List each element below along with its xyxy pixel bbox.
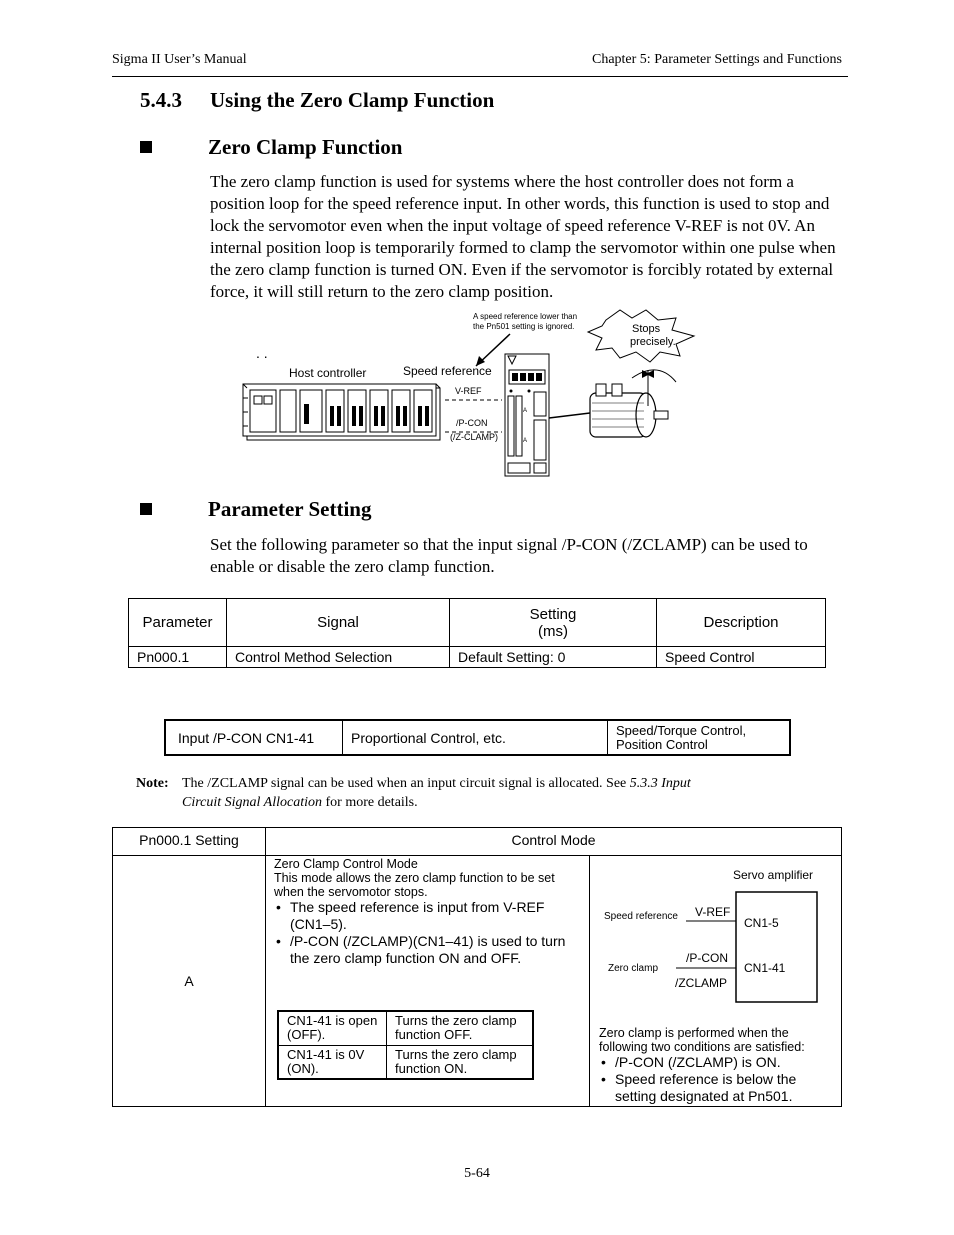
parameter-setting-body: Set the following parameter so that the input signal /P-CON (/ZCLAMP) can be used to enable or disable the zero clamp function. xyxy=(210,535,808,576)
mode-bullet-list xyxy=(274,899,582,967)
wiring-pcon-label: /P-CON xyxy=(686,951,728,965)
conditions-intro: Zero clamp is performed when the following two conditions are satisfied: xyxy=(599,1026,805,1054)
zero-clamp-heading xyxy=(140,135,402,160)
list-item: • Speed reference is below the setting designated at Pn501. xyxy=(599,1071,839,1105)
vref-label: V-REF xyxy=(455,386,482,396)
note-reference-part2[interactable]: Circuit Signal Allocation xyxy=(182,795,322,810)
wiring-diagram-svg xyxy=(593,858,839,1008)
servo-amplifier-label: Servo amplifier xyxy=(733,868,814,882)
input-signal-cell: Input /P-CON CN1-41 xyxy=(165,720,343,755)
cn1-41-state-table xyxy=(277,1010,534,1080)
cn1-5-label: CN1-5 xyxy=(744,916,779,930)
header-manual-title: Sigma II User’s Manual xyxy=(112,52,247,67)
stops-label-line2: precisely. xyxy=(630,336,676,348)
list-item: • /P-CON (/ZCLAMP)(CN1–41) is used to turn the zero clamp function ON and OFF. xyxy=(274,933,582,967)
list-item: • /P-CON (/ZCLAMP) is ON. xyxy=(599,1054,839,1071)
control-mode-col-rule-1 xyxy=(265,828,266,1106)
diagram-note-line2: the Pn501 setting is ignored. xyxy=(473,322,575,331)
header-signal: Signal xyxy=(227,599,450,647)
list-item: • The speed reference is input from V-REF (CN1–5). xyxy=(274,899,582,933)
state-open-result-cell: Turns the zero clamp function OFF. xyxy=(387,1011,534,1045)
input-function-cell: Proportional Control, etc. xyxy=(343,720,608,755)
state-open-cell: CN1-41 is open (OFF). xyxy=(278,1011,387,1045)
cell-signal: Control Method Selection xyxy=(227,647,450,668)
parameter-setting-heading xyxy=(140,497,371,522)
conditions-list xyxy=(599,1054,839,1105)
square-bullet-icon xyxy=(140,503,152,515)
header-control-mode: Control Mode xyxy=(511,832,596,848)
state-on-result-cell: Turns the zero clamp function ON. xyxy=(387,1045,534,1079)
input-mode-cell xyxy=(608,720,791,755)
zero-clamp-system-diagram xyxy=(240,308,720,483)
stops-label-line1: Stops xyxy=(632,323,661,335)
parameter-table-header-row xyxy=(129,599,826,647)
header-rule xyxy=(112,76,848,77)
table-row xyxy=(129,647,826,668)
mode-title: Zero Clamp Control Mode xyxy=(274,857,418,871)
note-label: Note: xyxy=(136,776,169,791)
wiring-speed-reference-label: Speed reference xyxy=(604,911,678,922)
wiring-diagram xyxy=(593,858,839,1008)
input-mode-line1: Speed/Torque Control, xyxy=(616,722,747,738)
host-controller-rack-icon xyxy=(243,384,440,440)
header-setting-line2: (ms) xyxy=(538,622,568,640)
header-pn000-setting: Pn000.1 Setting xyxy=(139,832,239,848)
svg-text:A: A xyxy=(523,408,528,414)
cell-setting: Default Setting: 0 xyxy=(450,647,657,668)
control-mode-col-rule-2 xyxy=(589,855,590,1106)
mode-description: This mode allows the zero clamp function to be set when the servomotor stops. xyxy=(274,871,555,899)
servo-amplifier-icon xyxy=(505,354,549,476)
wiring-vref-label: V-REF xyxy=(695,905,731,919)
svg-text:A: A xyxy=(523,438,528,444)
header-setting-line1: Setting xyxy=(529,605,577,623)
diagram-dots: . . xyxy=(256,345,268,361)
zero-clamp-heading-text: Zero Clamp Function xyxy=(208,135,403,159)
section-number: 5.4.3 xyxy=(140,88,182,112)
header-setting xyxy=(450,599,657,647)
state-on-cell: CN1-41 is 0V (ON). xyxy=(278,1045,387,1079)
setting-value: A xyxy=(184,973,194,989)
control-mode-table xyxy=(112,827,842,1107)
control-mode-header-rule xyxy=(113,855,841,856)
host-controller-label: Host controller xyxy=(289,366,367,380)
header-parameter: Parameter xyxy=(129,599,227,647)
pcon-label: /P-CON xyxy=(456,418,488,428)
servomotor-icon xyxy=(590,384,668,437)
input-mode-line2: Position Control xyxy=(616,736,708,752)
input-signal-table xyxy=(164,719,791,756)
wiring-zero-clamp-label: Zero clamp xyxy=(608,963,659,974)
zero-clamp-body: The zero clamp function is used for systems where the host controller does not form a position loop for the speed reference input. In other words, this function is used to stop and lock the servomotor even when the input voltage of speed reference V-REF is not 0V. An internal position loop is temporarily formed to clamp the servomotor within one pulse when the zero clamp function is turned ON. Even if the servomotor is forcibly rotated by external force, it will still return to the zero clamp position. xyxy=(210,172,836,301)
section-title: Using the Zero Clamp Function xyxy=(210,88,495,112)
section-heading xyxy=(140,88,494,113)
table-row xyxy=(278,1011,533,1045)
note-text-after: for more details. xyxy=(325,795,418,810)
zclamp-label: (/Z-CLAMP) xyxy=(450,432,498,442)
system-diagram-svg xyxy=(240,308,720,483)
table-row xyxy=(278,1045,533,1079)
table-row xyxy=(165,720,790,755)
cell-parameter: Pn000.1 xyxy=(129,647,227,668)
parameter-setting-heading-text: Parameter Setting xyxy=(208,497,372,521)
speed-reference-label: Speed reference xyxy=(403,364,492,378)
mode-description-block xyxy=(274,857,582,967)
parameter-table xyxy=(128,598,826,668)
note-text-before: The /ZCLAMP signal can be used when an input circuit signal is allocated. See xyxy=(182,776,627,791)
header-chapter-title: Chapter 5: Parameter Settings and Functions xyxy=(591,52,842,67)
servo-amplifier-box xyxy=(736,892,817,1002)
note-reference-part1[interactable]: 5.3.3 Input xyxy=(629,776,691,791)
note xyxy=(136,774,776,812)
cell-description: Speed Control xyxy=(657,647,826,668)
conditions-block xyxy=(599,1026,839,1105)
diagram-note-line1: A speed reference lower than xyxy=(473,312,578,321)
motor-cable xyxy=(549,413,590,418)
header-description: Description xyxy=(657,599,826,647)
square-bullet-icon xyxy=(140,141,152,153)
wiring-zclamp-label: /ZCLAMP xyxy=(675,976,728,990)
cn1-41-label: CN1-41 xyxy=(744,961,786,975)
page-number: 5-64 xyxy=(464,1166,490,1181)
